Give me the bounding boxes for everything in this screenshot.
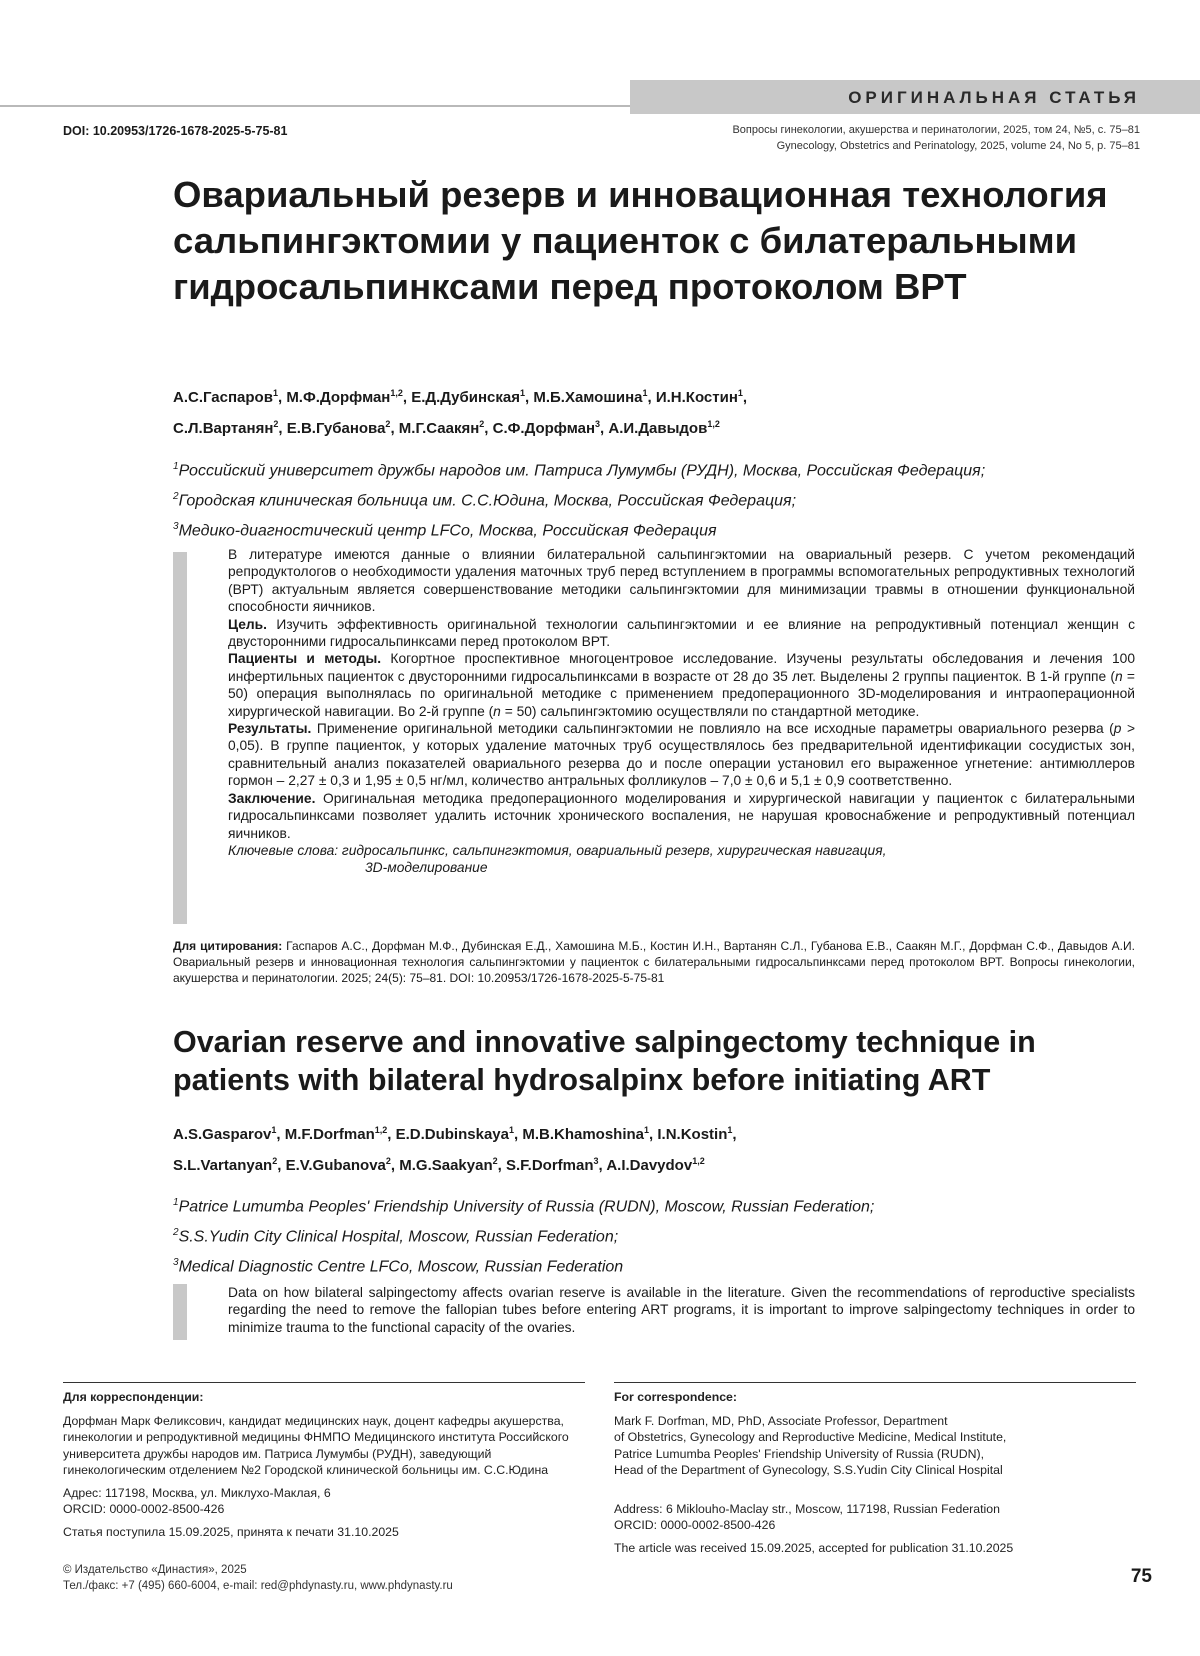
- citation-text: Гаспаров А.С., Дорфман М.Ф., Дубинская Е.Д., Хамошина М.Б., Костин И.Н., Вартанян С.Л., Губанова Е.В., Саакян М.Г., Дорфман С.Ф., Давыдов А.И. Овариальный резерв и инновационная технология сальпингэктомии у пациенток с билатеральными гидросальпинксами перед протоколом ВРТ. Вопросы гинекологии, акушерства и перинатологии. 2025; 24(5): 75–81. DOI: 10.20953/1726-1678-2025-5-75-81: [173, 939, 1135, 985]
- affiliations-ru: [173, 454, 1133, 543]
- author-affiliation: 1: [644, 1125, 650, 1135]
- abstract-en: [228, 1284, 1135, 1336]
- author: А.С.Гаспаров: [173, 389, 273, 406]
- correspondence-divider: [63, 1382, 585, 1383]
- affiliation-number: 2: [173, 490, 179, 502]
- correspondence-divider: [614, 1382, 1136, 1383]
- affiliation-number: 1: [173, 1197, 179, 1208]
- n-symbol: n: [493, 703, 501, 719]
- affiliation-text: Patrice Lumumba Peoples' Friendship University of Russia (RUDN), Moscow, Russian Federation;: [178, 1198, 875, 1216]
- author: M.G.Saakyan: [399, 1157, 493, 1174]
- correspondence-address: Адрес: 117198, Москва, ул. Миклухо-Маклая, 6: [63, 1485, 331, 1500]
- author-affiliation: 1,2: [374, 1125, 388, 1135]
- author-affiliation: 2: [272, 1156, 278, 1166]
- authors-en: [173, 1117, 1133, 1179]
- author: E.D.Dubinskaya: [395, 1126, 509, 1143]
- authors-line: С.Л.Вартанян$^2$, Е.В.Губанова$^2$, М.Г.Саакян$^2$, С.Ф.Дорфман$^3$, А.И.Давыдов$^{1,2}$: [173, 419, 720, 437]
- correspondence-en: [614, 1389, 1136, 1556]
- affiliation-text: Городская клиническая больница им. С.С.Юдина, Москва, Российская Федерация;: [178, 492, 797, 510]
- author: М.Б.Хамошина: [533, 389, 643, 406]
- doi: DOI: 10.20953/1726-1678-2025-5-75-81: [63, 124, 288, 138]
- publisher-contacts: Тел./факс: +7 (495) 660-6004, e-mail: red@phdynasty.ru, www.phdynasty.ru: [63, 1580, 453, 1592]
- correspondence-person-line: Mark F. Dorfman, MD, PhD, Associate Professor, Department: [614, 1413, 948, 1428]
- affiliation-number: 1: [173, 461, 179, 472]
- aim-label: Цель.: [228, 616, 267, 632]
- correspondence-address: Address: 6 Miklouho-Maclay str., Moscow, 117198, Russian Federation: [614, 1501, 1000, 1516]
- journal-info-ru: Вопросы гинекологии, акушерства и перинатологии, 2025, том 24, №5, с. 75–81: [732, 124, 1140, 136]
- affiliation: [173, 1250, 1133, 1280]
- correspondence-person-line: Head of the Department of Gynecology, S.S.Yudin City Clinical Hospital: [614, 1463, 1003, 1477]
- affiliation-text: Medical Diagnostic Centre LFCo, Moscow, Russian Federation: [178, 1257, 624, 1275]
- affiliation-text: Медико-диагностический центр LFCo, Москва, Российская Федерация: [178, 521, 717, 539]
- affiliations-en: [173, 1190, 1133, 1279]
- authors-line: S.L.Vartanyan$^2$, E.V.Gubanova$^2$, M.G.Saakyan$^2$, S.F.Dorfman$^3$, A.I.Davydov$^{1,2}$: [173, 1156, 705, 1174]
- author: M.F.Dorfman: [284, 1126, 375, 1143]
- correspondence-orcid: ORCID: 0000-0002-8500-426: [63, 1502, 225, 1516]
- results-label: Результаты.: [228, 721, 312, 737]
- affiliation: [173, 1190, 1133, 1220]
- author-affiliation: 1: [271, 1125, 277, 1135]
- authors-line: А.С.Гаспаров$^1$, М.Ф.Дорфман$^{1,2}$, Е.Д.Дубинская$^1$, М.Б.Хамошина$^1$, И.Н.Костин$^1$,: [173, 388, 748, 406]
- author: М.Г.Саакян: [398, 420, 480, 437]
- author: I.N.Kostin: [657, 1126, 728, 1143]
- affiliation-text: Российский университет дружбы народов им. Патриса Лумумбы (РУДН), Москва, Российская Федерация;: [178, 462, 986, 480]
- abstract-aim: [228, 616, 1135, 651]
- article-title-en: Ovarian reserve and innovative salpingectomy technique in patients with bilateral hydrosalpinx before initiating ART: [173, 1025, 1036, 1097]
- methods-text: = 50) операция выполнялась по оригинальной методике с применением предоперационного 3D-моделирования и интраоперационной хирургической навигации. Во 2-й группе (: [228, 668, 1135, 719]
- publisher-copyright: © Издательство «Династия», 2025: [63, 1564, 247, 1576]
- citation: [173, 938, 1135, 986]
- author: И.Н.Костин: [655, 389, 738, 406]
- p-symbol: p: [1113, 721, 1122, 737]
- abstract-ru: [228, 546, 1135, 877]
- author-affiliation: 2: [273, 419, 279, 429]
- affiliation: [173, 454, 1133, 484]
- author: Е.Д.Дубинская: [411, 389, 520, 406]
- correspondence-person: Дорфман Марк Феликсович, кандидат медицинских наук, доцент кафедры акушерства, гинекологии и репродуктивной медицины ФНМПО Медицинского института Российского университета дружбы народов им. Патриса Лумумбы (РУДН), заведующий гинекологическим отделением №2 Городской клинической больницы им. С.С.Юдина: [63, 1413, 569, 1477]
- author-affiliation: 1: [737, 388, 743, 398]
- abstract-bar: [173, 1284, 187, 1340]
- authors-line: A.S.Gasparov$^1$, M.F.Dorfman$^{1,2}$, E.D.Dubinskaya$^1$, M.B.Khamoshina$^1$, I.N.Kostin$^1$,: [173, 1125, 737, 1143]
- correspondence-ru: [63, 1389, 585, 1540]
- author: E.V.Gubanova: [285, 1157, 386, 1174]
- methods-text: Когортное проспективное многоцентровое исследование. Изучены результаты обследования и лечения 100 инфертильных пациенток с двусторонними гидросальпинксами в возрасте от 28 до 35 лет. Выделены 2 группы пациенток. В 1-й группе (: [228, 651, 1135, 684]
- correspondence-person-line: Patrice Lumumba Peoples' Friendship University of Russia (RUDN),: [614, 1446, 985, 1461]
- author: S.L.Vartanyan: [173, 1157, 273, 1174]
- methods-label: Пациенты и методы.: [228, 651, 382, 667]
- affiliation-text: S.S.Yudin City Clinical Hospital, Moscow, Russian Federation;: [178, 1228, 619, 1246]
- keywords-continued: 3D-моделирование: [365, 860, 488, 876]
- author-affiliation: 2: [479, 419, 485, 429]
- author: С.Ф.Дорфман: [492, 420, 596, 437]
- keywords: Ключевые слова: гидросальпинкс, сальпингэктомия, овариальный резерв, хирургическая навигация,: [228, 842, 887, 858]
- affiliation-number: 3: [173, 1256, 179, 1268]
- author: А.И.Давыдов: [608, 420, 708, 437]
- author-affiliation: 3: [595, 419, 601, 429]
- conclusion-text: Оригинальная методика предоперационного моделирования и хирургической навигации у пациенток с билатеральными гидросальпинксами позволяет удалить источник хронического воспаления, не нарушая кровоснабжение и репродуктивный потенциал яичников.: [228, 790, 1135, 841]
- abstract-results: [228, 720, 1135, 790]
- affiliation-number: 3: [173, 520, 179, 532]
- correspondence-heading: Для корреспонденции:: [63, 1390, 204, 1404]
- abstract-methods: [228, 650, 1135, 720]
- header-divider: [0, 105, 630, 107]
- abstract-bar: [173, 552, 187, 924]
- author-affiliation: 3: [593, 1156, 599, 1166]
- abstract-en-text: Data on how bilateral salpingectomy affects ovarian reserve is available in the literature. Given the recommendations of reproductive specialists regarding the need to remove the fallopian tubes before entering ART programs, it is important to improve salpingectomy techniques in order to minimize trauma to the functional capacity of the ovaries.: [228, 1285, 1135, 1335]
- author-affiliation: 2: [385, 419, 391, 429]
- author-affiliation: 1: [272, 388, 278, 398]
- abstract-intro: В литературе имеются данные о влиянии билатеральной сальпингэктомии на овариальный резерв. С учетом рекомендаций репродуктологов о необходимости удаления маточных труб перед вступлением в программы вспомогательных репродуктивных технологий (ВРТ) актуальным является совершенствование методики сальпингэктомии для минимизации травмы в отношении функциональной способности яичников.: [228, 547, 1135, 615]
- abstract-conclusion: [228, 790, 1135, 842]
- author-affiliation: 2: [492, 1156, 498, 1166]
- correspondence-dates: Статья поступила 15.09.2025, принята к печати 31.10.2025: [63, 1524, 399, 1539]
- n-symbol: n: [1115, 668, 1123, 684]
- affiliation: [173, 1220, 1133, 1250]
- author: M.B.Khamoshina: [522, 1126, 645, 1143]
- affiliation: [173, 484, 1133, 514]
- journal-info-en: Gynecology, Obstetrics and Perinatology, 2025, volume 24, No 5, p. 75–81: [776, 140, 1140, 152]
- correspondence-orcid: ORCID: 0000-0002-8500-426: [614, 1518, 776, 1532]
- author-affiliation: 2: [385, 1156, 391, 1166]
- author: М.Ф.Дорфман: [286, 389, 391, 406]
- citation-label: Для цитирования:: [173, 939, 283, 953]
- methods-text: = 50) сальпингэктомию осуществляли по стандартной методике.: [500, 703, 920, 719]
- conclusion-label: Заключение.: [228, 790, 316, 806]
- affiliation-number: 2: [173, 1226, 179, 1238]
- journal-info: [732, 122, 1140, 154]
- author: Е.В.Губанова: [286, 420, 386, 437]
- author-affiliation: 1: [727, 1125, 733, 1135]
- author: A.S.Gasparov: [173, 1126, 272, 1143]
- results-text: Применение оригинальной методики сальпингэктомии не повлияло на все исходные параметры овариального резерва (: [316, 721, 1114, 737]
- author: С.Л.Вартанян: [173, 420, 274, 437]
- authors-ru: [173, 380, 1133, 442]
- publisher-info: [63, 1562, 453, 1594]
- results-text: > 0,05). В группе пациенток, у которых удаление маточных труб осуществлялось без предварительной идентификации сосудистых зон, сравнительный анализ показателей овариального резерва до и после операции установил его выраженное угнетение: антимюллеров гормон – 2,27 ± 0,3 и 1,95 ± 0,5 нг/мл, количество антральных фолликулов – 7,0 ± 0,6 и 5,1 ± 0,9 соответственно.: [228, 721, 1136, 789]
- affiliation: [173, 514, 1133, 544]
- page-number: 75: [1130, 1566, 1152, 1587]
- author-affiliation: 1: [508, 1125, 514, 1135]
- author-affiliation: 1: [519, 388, 525, 398]
- author-affiliation: 1,2: [390, 388, 403, 398]
- article-title-ru: Овариальный резерв и инновационная технология сальпингэктомии у пациенток с билатеральными гидросальпинксами перед протоколом ВРТ: [173, 174, 1108, 307]
- author-affiliation: 1,2: [707, 419, 720, 429]
- author: S.F.Dorfman: [506, 1157, 594, 1174]
- correspondence-heading: For correspondence:: [614, 1390, 737, 1404]
- section-label: ОРИГИНАЛЬНАЯ СТАТЬЯ: [848, 88, 1140, 107]
- correspondence-person-line: of Obstetrics, Gynecology and Reproductive Medicine, Medical Institute,: [614, 1430, 1007, 1444]
- author-affiliation: 1,2: [692, 1156, 705, 1166]
- author: A.I.Davydov: [606, 1157, 693, 1174]
- author-affiliation: 1: [642, 388, 648, 398]
- aim-text: Изучить эффективность оригинальной технологии сальпингэктомии и ее влияние на репродуктивный потенциал женщин с двусторонними гидросальпинксами перед протоколом ВРТ.: [228, 616, 1135, 650]
- correspondence-dates: The article was received 15.09.2025, accepted for publication 31.10.2025: [614, 1540, 1014, 1555]
